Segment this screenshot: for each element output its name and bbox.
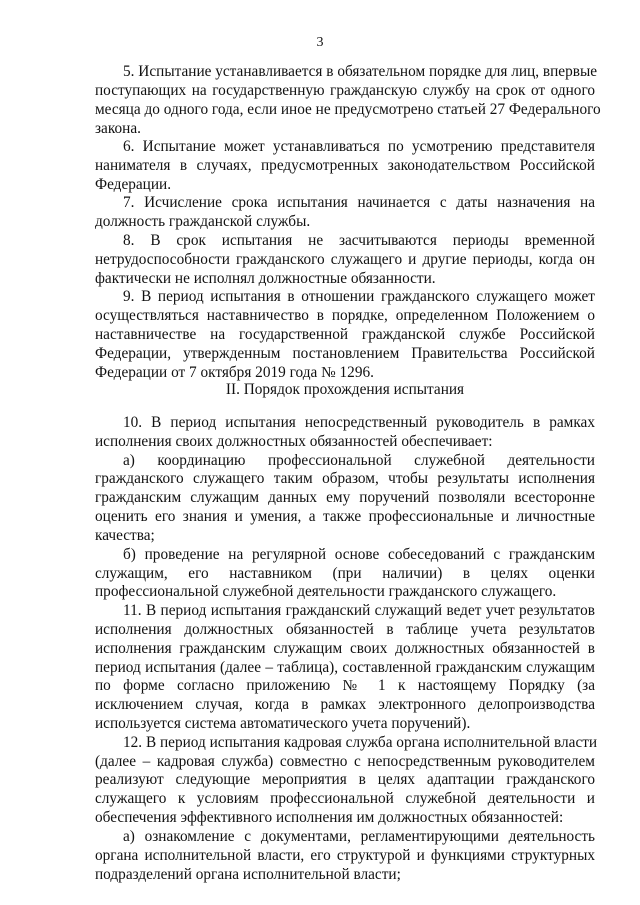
text-line: закона. — [95, 120, 141, 137]
text-line: 9. В период испытания в отношении гражданского служащего может — [123, 288, 595, 305]
text-line: гражданского служащего таким образом, чтобы результаты исполнения — [95, 470, 595, 487]
text-line: 10. В период испытания непосредственный руководитель в рамках — [123, 414, 595, 431]
text-line: а) ознакомление с документами, регламентирующими деятельность — [123, 828, 595, 845]
text-line: исполнения должностных обязанностей в таблице учета результатов — [95, 621, 595, 638]
text-line: гражданским служащим данных ему поручений позволяли всесторонне — [95, 489, 595, 506]
text-line: по форме согласно приложению № 1 к настоящему Порядку (за — [95, 677, 595, 694]
text-line: поступающих на государственную гражданскую службу на срок от одного — [95, 82, 595, 99]
text-line: исполнения гражданским служащим своих должностных обязанностей в — [95, 640, 595, 657]
page-number: 3 — [316, 35, 324, 50]
text-line: месяца до одного года, если иное не предусмотрено статьей 27 Федерального — [95, 101, 601, 118]
text-line: фактически не исполнял должностные обязанности. — [95, 270, 436, 287]
text-line: органа исполнительной власти, его структурой и функциями структурных — [95, 847, 595, 864]
text-line: оценить его знания и умения, а также профессиональные и личностные — [95, 508, 595, 525]
section-heading: II. Порядок прохождения испытания — [225, 381, 465, 398]
text-line: период испытания (далее – таблица), составленной гражданским служащим — [95, 659, 595, 676]
text-line: Федерации от 7 октября 2019 года № 1296. — [95, 364, 374, 381]
text-line: качества; — [95, 527, 155, 544]
text-line: 7. Исчисление срока испытания начинается с даты назначения на — [123, 194, 595, 211]
text-line: (далее – кадровая служба) совместно с непосредственным руководителем — [95, 753, 595, 770]
text-line: используется система автоматического учета поручений). — [95, 715, 471, 732]
text-line: исключением случая, когда в рамках электронного делопроизводства — [95, 696, 595, 713]
text-line: реализуют следующие мероприятия в целях адаптации гражданского — [95, 771, 595, 788]
text-line: 6. Испытание может устанавливаться по усмотрению представителя — [123, 138, 595, 155]
text-line: профессиональной служебной деятельности гражданского служащего. — [95, 583, 557, 600]
text-line: обеспечения эффективного исполнения им должностных обязанностей: — [95, 809, 564, 826]
text-line: Федерации, утвержденным постановлением Правительства Российской — [95, 345, 595, 362]
text-line: нетрудоспособности гражданского служащего и другие периоды, когда он — [95, 251, 595, 268]
text-line: Федерации. — [95, 176, 172, 193]
text-line: осуществляться наставничество в порядке, определенном Положением о — [95, 307, 595, 324]
text-line: служащего к условиям профессиональной служебной деятельности и — [95, 790, 595, 807]
text-line: 8. В срок испытания не засчитываются периоды временной — [123, 232, 595, 249]
text-line: 11. В период испытания гражданский служащий ведет учет результатов — [123, 602, 595, 619]
text-line: подразделений органа исполнительной власти; — [95, 866, 401, 883]
text-line: а) координацию профессиональной служебной деятельности — [123, 452, 595, 469]
text-line: нанимателя в случаях, предусмотренных законодательством Российской — [95, 157, 595, 174]
text-line: исполнения своих должностных обязанностей обеспечивает: — [95, 433, 493, 450]
text-line: служащим, его наставником (при наличии) в целях оценки — [95, 565, 595, 582]
text-line: наставничестве на государственной гражданской службе Российской — [95, 326, 595, 343]
text-line: 5. Испытание устанавливается в обязательном порядке для лиц, впервые — [123, 63, 598, 80]
text-line: б) проведение на регулярной основе собеседований с гражданским — [123, 546, 595, 563]
text-line: должность гражданской службы. — [95, 213, 311, 230]
text-line: 12. В период испытания кадровая служба органа исполнительной власти — [123, 734, 598, 751]
